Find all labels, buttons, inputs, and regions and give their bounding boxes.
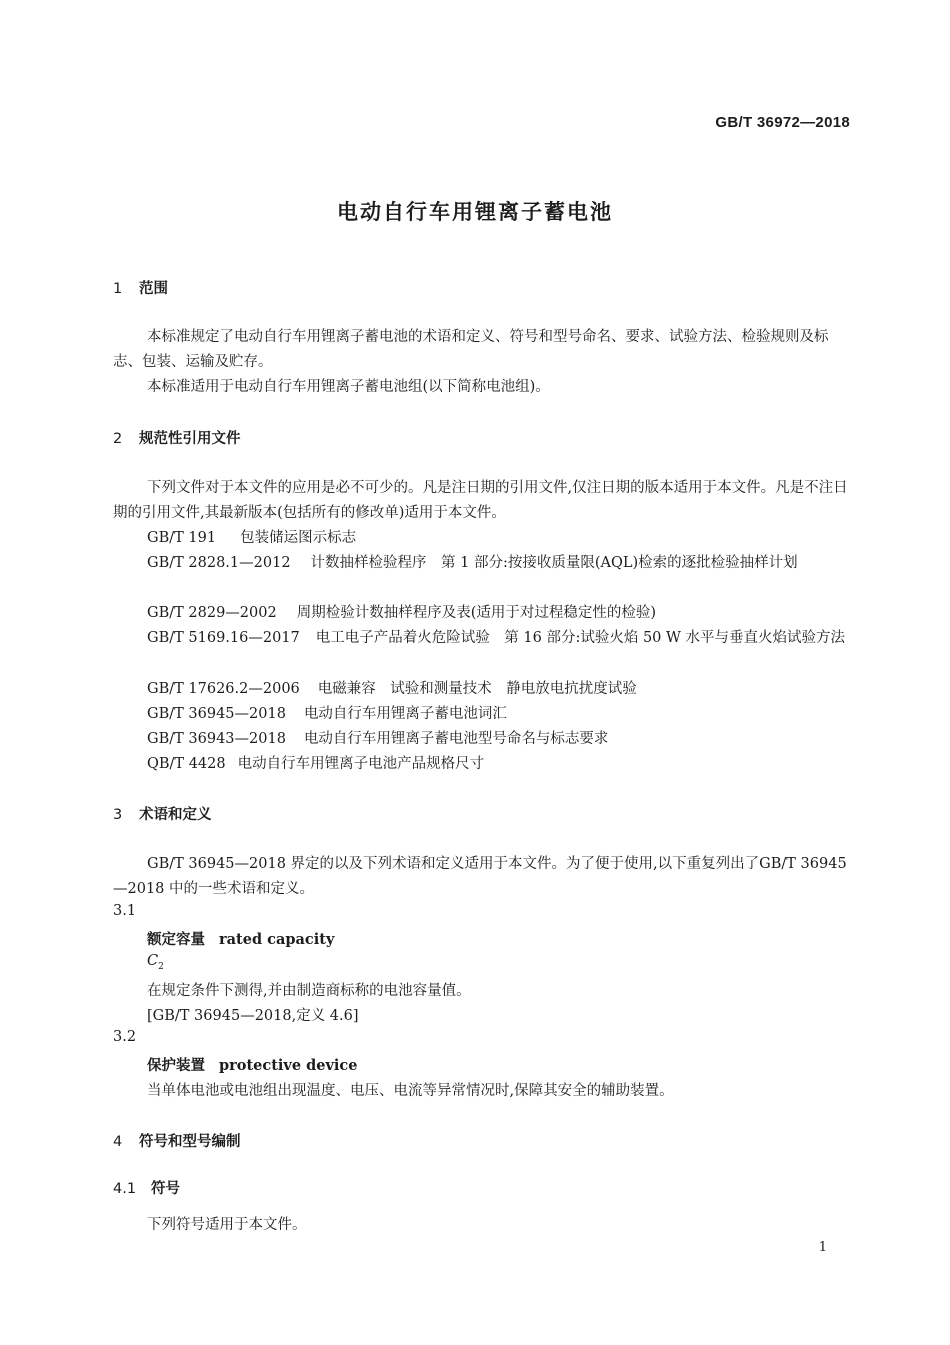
term-chinese: 保护装置 [147,1058,205,1074]
reference-id: QB/T 4428 [147,756,226,772]
reference-title: 包装储运图示标志 [240,530,357,546]
reference-item [113,551,850,576]
scope-paragraph-2: 本标准适用于电动自行车用锂离子蓄电池组(以下简称电池组)。 [147,379,550,395]
reference-item [147,601,656,622]
section-title: 规范性引用文件 [139,431,241,447]
term-entry [147,928,334,949]
section-4-heading [113,1130,241,1151]
terms-intro: GB/T 36945—2018 界定的以及下列术语和定义适用于本文件。为了便于使用,以下重复列出了GB/T 36945—2018 中的一些术语和定义。 [113,856,847,897]
reference-item [113,626,850,651]
subsection-4-1-heading [113,1177,180,1198]
reference-id: GB/T 17626.2—2006 [147,681,300,697]
reference-title: 周期检验计数抽样程序及表(适用于对过程稳定性的检验) [296,605,657,621]
reference-item [147,526,356,547]
reference-title: 电磁兼容 试验和测量技术 静电放电抗扰度试验 [317,681,637,697]
reference-title: 电工电子产品着火危险试验 第 16 部分:试验火焰 50 W 水平与垂直火焰试验方法 [315,630,846,646]
reference-id: GB/T 2828.1—2012 [147,555,291,571]
term-number: 3.1 [113,903,137,919]
document-title: 电动自行车用锂离子蓄电池 [337,200,613,224]
section-title: 符号和型号编制 [139,1134,241,1150]
section-2-heading [113,427,241,448]
reference-title: 电动自行车用锂离子蓄电池词汇 [303,706,507,722]
term-definition: 在规定条件下测得,并由制造商标称的电池容量值。 [147,983,471,999]
term-source: [GB/T 36945—2018,定义 4.6] [147,1008,359,1024]
reference-item [147,677,637,698]
section-title: 范围 [139,281,168,297]
reference-id: GB/T 191 [147,530,217,546]
page-number: 1 [818,1240,827,1255]
term-number: 3.2 [113,1029,137,1045]
term-english: protective device [219,1057,358,1074]
symbol-subscript: 2 [158,961,164,972]
term-symbol [147,953,164,972]
term-entry [147,1054,357,1075]
section-number: 4 [113,1134,123,1150]
scope-paragraph-1: 本标准规定了电动自行车用锂离子蓄电池的术语和定义、符号和型号命名、要求、试验方法、检验规则及标志、包装、运输及贮存。 [113,329,829,370]
reference-title: 计数抽样检验程序 第 1 部分:按接收质量限(AQL)检索的逐批检验抽样计划 [310,555,798,571]
term-definition: 当单体电池或电池组出现温度、电压、电流等异常情况时,保障其安全的辅助装置。 [147,1083,674,1099]
reference-item [147,702,507,723]
reference-id: GB/T 2829—2002 [147,605,277,621]
reference-item [147,727,608,748]
section-1-heading [113,277,168,298]
subsection-title: 符号 [151,1181,180,1197]
reference-title: 电动自行车用锂离子电池产品规格尺寸 [237,756,485,772]
section-number: 1 [113,281,123,297]
term-english: rated capacity [219,931,335,948]
section-number: 3 [113,807,123,823]
term-chinese: 额定容量 [147,932,205,948]
reference-item [147,752,484,773]
subsection-number: 4.1 [113,1181,137,1197]
reference-id: GB/T 5169.16—2017 [147,630,300,646]
section-title: 术语和定义 [139,807,212,823]
symbol-letter: C [147,953,159,969]
reference-title: 电动自行车用锂离子蓄电池型号命名与标志要求 [303,731,609,747]
reference-id: GB/T 36945—2018 [147,706,286,722]
standard-number: GB/T 36972—2018 [715,114,850,131]
reference-id: GB/T 36943—2018 [147,731,286,747]
symbols-intro: 下列符号适用于本文件。 [147,1217,307,1233]
section-3-heading [113,803,212,824]
section-number: 2 [113,431,123,447]
references-intro: 下列文件对于本文件的应用是必不可少的。凡是注日期的引用文件,仅注日期的版本适用于本文件。凡是不注日期的引用文件,其最新版本(包括所有的修改单)适用于本文件。 [113,480,848,521]
